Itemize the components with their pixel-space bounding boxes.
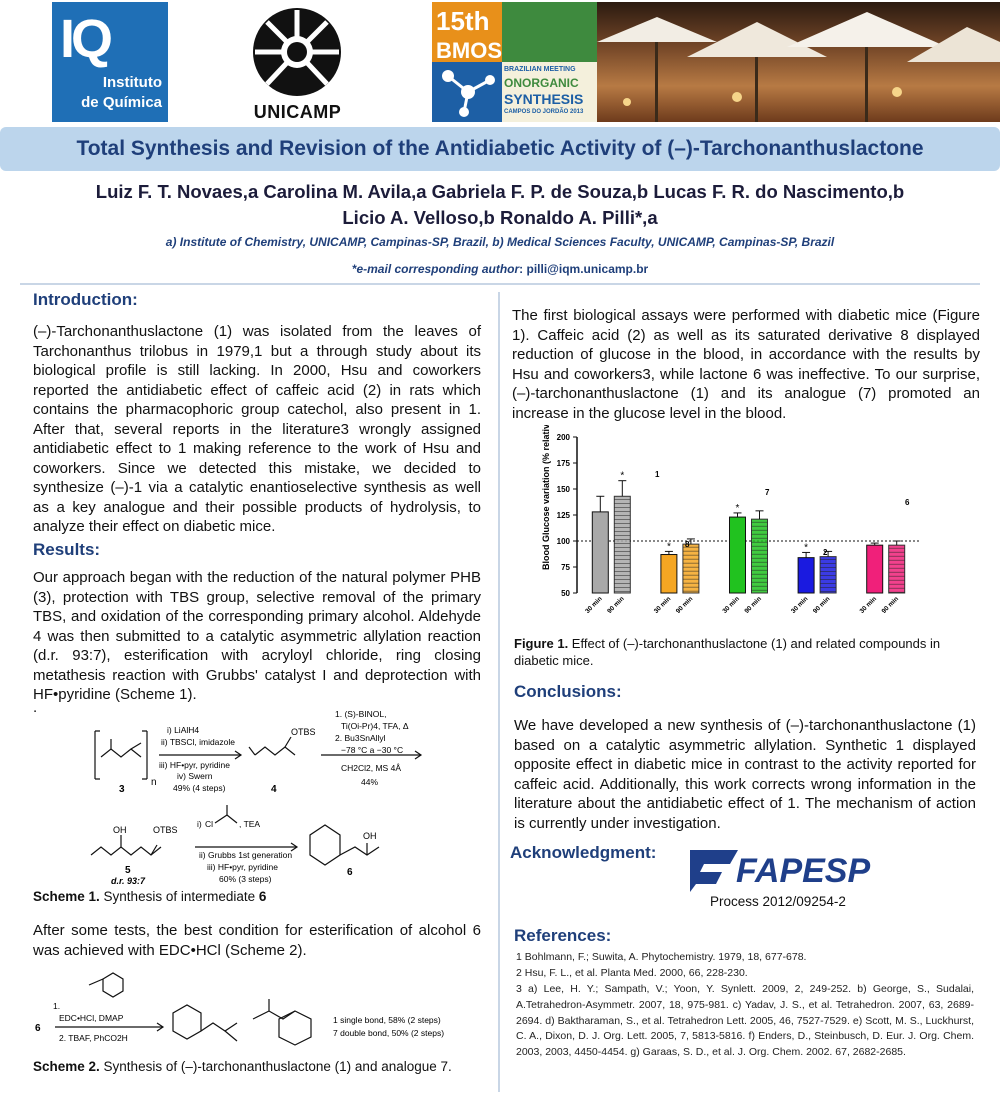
conclusions-text: We have developed a new synthesis of (–)-tarchonanthuslactone (1) based on a catalytic asymmetric allylation. Synthetic 1 displayed opposite effect in diabetic mice in contrast to the activity reported for caffeic acid. Additionally, this work corrects wrong information in the literature about the antidiabetic effect of 1. The mechanism of action is currently under investigation. — [514, 717, 976, 832]
scheme1-compound-3: 3 — [119, 784, 125, 795]
assay-text: The first biological assays were performed with diabetic mice (Figure 1). Caffeic acid (2) as well as its saturated derivative 8 displayed reduction of glucose in the blood, in accordance with the results by Hsu and coworkers3, while lactone 6 was ineffective. To our surprise, (–)-tarchonanthuslactone (1) and its analogue (7) promoted an increase in the glucose level in the blood. — [512, 307, 980, 422]
scheme-2-caption-text: Synthesis of (–)-tarchonanthuslactone (1) and analogue 7. — [99, 1059, 452, 1074]
affiliations: a) Institute of Chemistry, UNICAMP, Campinas-SP, Brazil, b) Medical Sciences Faculty, UNICAMP, Campinas-SP, Brazil — [165, 235, 835, 249]
chart-group-label: 7 — [765, 488, 770, 497]
scheme-2-caption-label: Scheme 2. — [33, 1059, 100, 1074]
scheme1-step2-d: −78 °C a −30 °C — [341, 745, 404, 755]
scheme-2-caption — [33, 1058, 452, 1076]
fapesp-logo — [690, 842, 890, 892]
authors-line-2: Licio A. Velloso,b Ronaldo A. Pilli*,a — [342, 207, 658, 228]
iq-logo — [52, 2, 168, 122]
chart-x-tick-label: 30 min — [584, 595, 604, 615]
scheme-1-drawing — [85, 705, 495, 885]
chart-significance-star: * — [804, 542, 809, 554]
scheme1-step2-e: CH2Cl2, MS 4Å — [341, 763, 401, 773]
fapesp-word: FAPESP — [736, 852, 871, 890]
scheme-1-caption — [33, 888, 266, 906]
authors-line-1: Luiz F. T. Novaes,a Carolina M. Avila,a Gabriela F. P. de Souza,b Lucas F. R. do Nascimento,b — [95, 181, 905, 202]
chart-x-tick-label: 90 min — [606, 595, 626, 615]
bmos-line3: SYNTHESIS — [504, 91, 584, 107]
iq-logo-line2: de Química — [81, 94, 162, 111]
chart-bar — [661, 555, 677, 593]
glucose-bar-chart — [535, 425, 930, 625]
chart-y-tick-label: 175 — [556, 459, 570, 468]
figure-1-caption-label: Figure 1. — [514, 636, 569, 651]
chart-y-tick-label: 50 — [561, 589, 570, 598]
chart-significance-star: * — [620, 470, 625, 482]
scheme1-step3-e: 60% (3 steps) — [219, 874, 272, 884]
umbrella-scene — [597, 2, 1000, 122]
chart-x-tick-label: 30 min — [721, 595, 741, 615]
chart-bar — [867, 545, 883, 593]
figure-1-caption-text: Effect of (–)-tarchonanthuslactone (1) and related compounds in diabetic mice. — [514, 636, 941, 668]
chart-bar — [730, 517, 746, 593]
scheme1-step2-f: 44% — [361, 777, 379, 787]
chart-bar — [614, 496, 630, 593]
chart-group-label: 1 — [655, 470, 660, 479]
chart-group-label: 8 — [685, 540, 690, 549]
chart-y-tick-label: 100 — [556, 537, 570, 546]
chart-group-label: 2 — [823, 548, 828, 557]
scheme1-otbs-4: OTBS — [291, 727, 316, 737]
scheme-2 — [33, 965, 478, 1053]
conclusions-heading: Conclusions: — [514, 682, 622, 701]
column-divider — [498, 292, 500, 1092]
iq-mark: IQ — [60, 9, 110, 69]
scheme1-step3-c: ii) Grubbs 1st generation — [199, 850, 293, 860]
email-line — [0, 262, 1000, 276]
process-number: Process 2012/09254-2 — [710, 894, 846, 909]
scheme1-step3-d: iii) HF•pyr, pyridine — [207, 862, 278, 872]
scheme1-cl: Cl — [205, 819, 214, 829]
molecule-icon — [438, 66, 498, 118]
results-text: Our approach began with the reduction of the natural polymer PHB (3), protection with TBS group, selective removal of the primary TBS, and oxidation of the corresponding primary alcohol. Aldehyde 4 was then submitted to a catalytic asymmetric allylation reaction (d.r. 93:7), esterification with acryloyl chloride, ring closing metathesis reaction with Grubbs' catalyst I and deprotection with HF•pyridine (Scheme 1). — [33, 569, 481, 703]
chart-bar — [592, 512, 608, 593]
chart-x-tick-label: 90 min — [880, 595, 901, 615]
header-divider — [20, 283, 980, 285]
references-heading: References: — [514, 926, 612, 945]
scheme2-reagent-3: 2. TBAF, PhCO2H — [59, 1033, 128, 1043]
chart-y-tick-label: 125 — [556, 511, 570, 520]
scheme1-step2-c: 2. Bu3SnAllyl — [335, 733, 386, 743]
acknowledgment-heading: Acknowledgment: — [510, 843, 657, 862]
scheme-2-drawing — [33, 965, 478, 1053]
scheme-1-caption-end: 6 — [258, 889, 267, 904]
reference-3: 3 a) Lee, H. Y.; Sampath, V.; Yoon, Y. Synlett. 2009, 2, 249-252. b) George, S., Sudalai, A.Tetrahedron-Asymmetr. 2007, 18, 975-981. c) Yadav, J. S., et al. Tetrahedron. 2007, 63, 2689-2694. d) Baktharaman, S., et al. Tetrahedron Lett. 2005, 46, 7527-7529. e) Scott, M. S., Luckhurst, C. A., Dixon, D. J. Org. Lett. 2005, 7, 5813-5816. f) Enders, D., Steinbusch, D. Eur. J. Org. Chem. 2003, 2003, 4450-4454. g) Garaas, S. D., et al. J. Org. Chem. 2002. 67, 2682-2685. — [516, 983, 974, 1058]
scheme1-step1-d: iv) Swern — [177, 771, 213, 781]
chart-bar — [683, 544, 699, 593]
unicamp-word: UNICAMP — [253, 102, 342, 122]
figure-1-chart — [535, 425, 930, 625]
chart-x-tick-label: 30 min — [652, 595, 673, 615]
scheme1-compound-6: 6 — [347, 867, 353, 878]
scheme-1-caption-label: Scheme 1. — [33, 889, 100, 904]
scheme1-step1-a: i) LiAlH4 — [167, 725, 200, 735]
chart-significance-star: * — [735, 502, 740, 514]
scheme1-step3-b: , TEA — [239, 819, 261, 829]
scheme1-compound-4: 4 — [271, 784, 277, 795]
scheme1-step1-e: 49% (4 steps) — [173, 783, 226, 793]
fapesp-mark — [690, 842, 890, 892]
chart-significance-star: * — [666, 541, 671, 553]
scheme2-product-2: 7 double bond, 50% (2 steps) — [333, 1028, 445, 1038]
chart-y-tick-label: 150 — [556, 485, 570, 494]
poster-title: Total Synthesis and Revision of the Antidiabetic Activity of (–)-Tarchonanthuslactone — [76, 137, 924, 160]
esterification-text: After some tests, the best condition for esterification of alcohol 6 was achieved with EDC•HCl (Scheme 2). — [33, 922, 481, 959]
scheme1-dr: d.r. 93:7 — [111, 876, 146, 885]
bmos-logo — [432, 2, 597, 122]
bmos-line1: BRAZILIAN MEETING — [504, 66, 576, 73]
unicamp-emblem — [235, 4, 360, 102]
scheme1-step2-b: Ti(Oi-Pr)4, TFA, Δ — [341, 721, 409, 731]
bmos-edition: 15th — [436, 6, 490, 36]
scheme1-step3-a: i) — [197, 819, 202, 829]
scheme1-oh-5: OH — [113, 825, 127, 835]
scheme2-product-1: 1 single bond, 58% (2 steps) — [333, 1015, 441, 1025]
scheme1-otbs-5: OTBS — [153, 825, 178, 835]
email-label: *e-mail corresponding author — [351, 262, 520, 276]
scheme-1 — [85, 705, 495, 885]
scheme1-step1-c: iii) HF•pyr, pyridine — [159, 760, 230, 770]
bmos-line4: CAMPOS DO JORDÃO 2013 — [504, 109, 584, 115]
chart-x-tick-label: 90 min — [812, 595, 832, 615]
chart-x-tick-label: 90 min — [674, 595, 695, 615]
bmos-acronym: BMOS — [436, 38, 502, 63]
scheme1-step1-b: ii) TBSCl, imidazole — [161, 737, 236, 747]
scheme1-step2-a: 1. (S)-BINOL, — [335, 709, 387, 719]
chart-x-tick-label: 30 min — [858, 595, 879, 615]
results-heading: Results: — [33, 540, 101, 559]
bmos-line2: ONORGANIC — [504, 76, 579, 90]
iq-logo-line1: Instituto — [102, 74, 162, 91]
scheme2-start: 6 — [35, 1023, 41, 1034]
chart-x-tick-label: 90 min — [743, 595, 763, 615]
figure-1-caption — [514, 636, 974, 670]
chart-y-axis-label: Blood Glucose variation (% relative to control) — [541, 425, 551, 570]
venue-photo — [597, 2, 1000, 122]
scheme2-reagent-1: 1. — [53, 1001, 61, 1011]
reference-2: 2 Hsu, F. L., et al. Planta Med. 2000, 66, 228-230. — [516, 967, 748, 979]
chart-x-tick-label: 30 min — [790, 595, 810, 615]
introduction-text: (–)-Tarchonanthuslactone (1) was isolated from the leaves of Tarchonanthus trilobus in 1979,1 but a through study about its biological profile is still lacking. In 2000, Hsu and coworkers reported the antidiabetic effect of caffeic acid (2) in rats which contains the pharmacophoric group catechol, also present in 1. After that, several reports in the literature3 wrongly assigned antidiabetic effect to 1 making reference to the work of Hsu and coworkers. Since we detected this mistake, we decided to synthesize (–)-1 via a catalytic enantioselective synthesis as well as a key analogue and their possible products of hydrolysis, to analyze their effect on diabetic mice. — [33, 323, 481, 535]
chart-y-tick-label: 200 — [556, 433, 570, 442]
scheme1-compound-5: 5 — [125, 865, 131, 876]
chart-y-tick-label: 75 — [561, 563, 570, 572]
chart-group-label: 6 — [905, 498, 910, 507]
scheme-1-caption-text: Synthesis of intermediate — [99, 889, 259, 904]
chart-bar — [798, 558, 814, 593]
introduction-heading: Introduction: — [33, 290, 138, 309]
results-dot: . — [33, 699, 38, 716]
scheme2-reagent-2: EDC•HCl, DMAP — [59, 1013, 124, 1023]
reference-1: 1 Bohlmann, F.; Suwita, A. Phytochemistry. 1979, 18, 677-678. — [516, 951, 807, 963]
scheme1-n: n — [151, 777, 157, 788]
scheme1-oh-6: OH — [363, 831, 377, 841]
email-address[interactable]: : pilli@iqm.unicamp.br — [519, 262, 649, 276]
unicamp-logo — [235, 4, 360, 122]
